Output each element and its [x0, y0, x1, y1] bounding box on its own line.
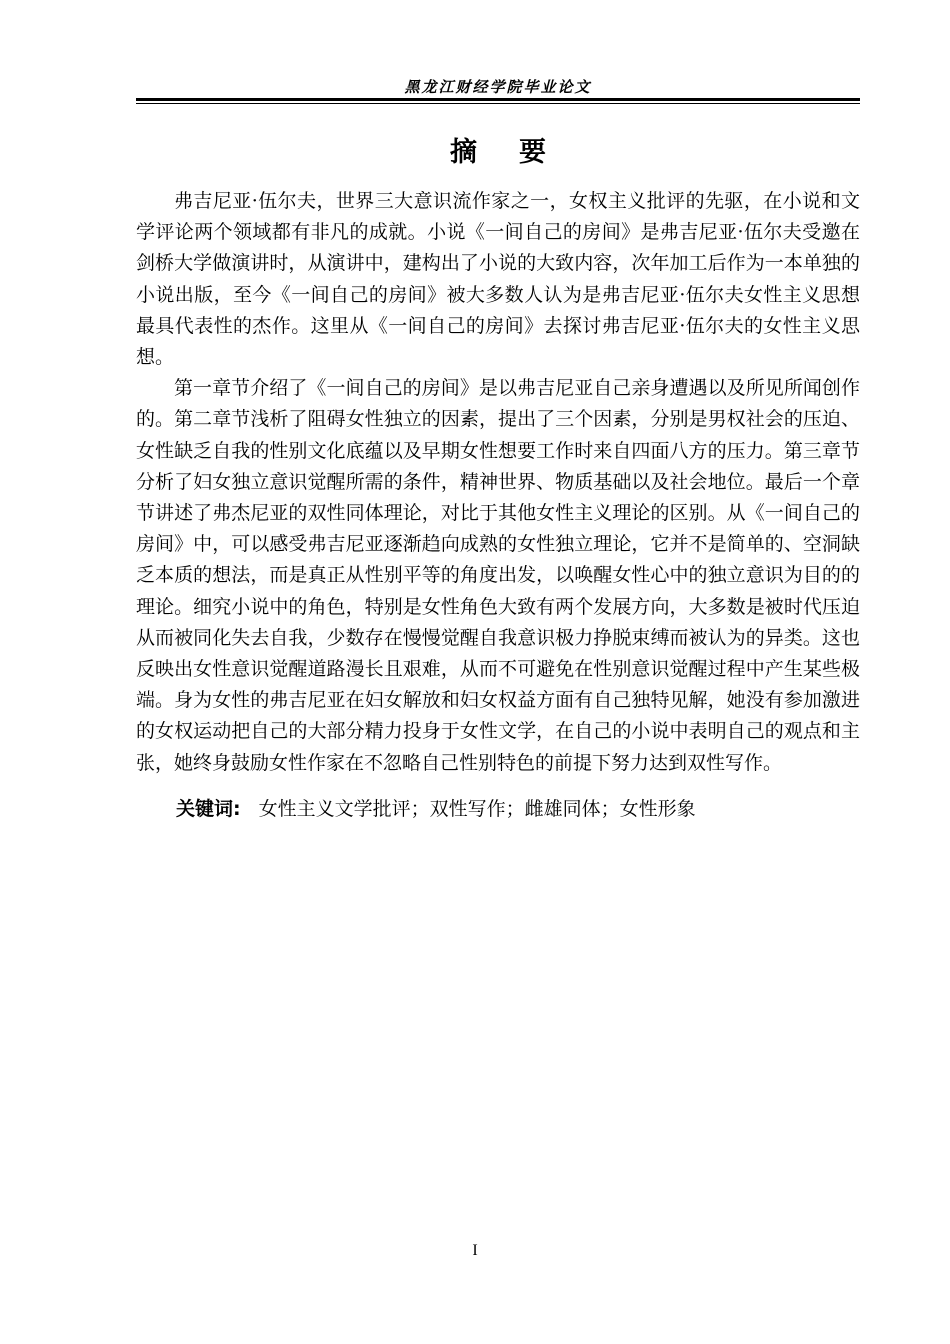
running-header: 黑龙江财经学院毕业论文: [404, 78, 592, 96]
header-rule-thick: [136, 98, 860, 101]
keywords-text: 女性主义文学批评；双性写作；雌雄同体；女性形象: [258, 798, 696, 820]
abstract-title: 摘要: [450, 137, 588, 168]
abstract-paragraph: 第一章节介绍了《一间自己的房间》是以弗吉尼亚自己亲身遭遇以及所见所闻创作的。第二章节浅析了阻碍女性独立的因素，提出了三个因素，分别是男权社会的压迫、女性缺乏自我的性别文化底蕴以及早期女性想要工作时来自四面八方的压力。第三章节分析了妇女独立意识觉醒所需的条件，精神世界、物质基础以及社会地位。最后一个章节讲述了弗杰尼亚的双性同体理论，对比于其他女性主义理论的区别。从《一间自己的房间》中，可以感受弗吉尼亚逐渐趋向成熟的女性独立理论，它并不是简单的、空洞缺乏本质的想法，而是真正从性别平等的角度出发，以唤醒女性心中的独立意识为目的的理论。细究小说中的角色，特别是女性角色大致有两个发展方向，大多数是被时代压迫从而被同化失去自我，少数存在慢慢觉醒自我意识极力挣脱束缚而被认为的异类。这也反映出女性意识觉醒道路漫长且艰难，从而不可避免在性别意识觉醒过程中产生某些极端。身为女性的弗吉尼亚在妇女解放和妇女权益方面有自己独特见解，她没有参加激进的女权运动把自己的大部分精力投身于女性文学，在自己的小说中表明自己的观点和主张，她终身鼓励女性作家在不忽略自己性别特色的前提下努力达到双性写作。: [136, 377, 860, 774]
abstract-body: [136, 186, 860, 779]
keywords-label: 关键词:: [176, 798, 241, 820]
abstract-paragraph: 弗吉尼亚·伍尔夫，世界三大意识流作家之一，女权主义批评的先驱，在小说和文学评论两个领域都有非凡的成就。小说《一间自己的房间》是弗吉尼亚·伍尔夫受邀在剑桥大学做演讲时，从演讲中，建构出了小说的大致内容，次年加工后作为一本单独的小说出版，至今《一间自己的房间》被大多数人认为是弗吉尼亚·伍尔夫女性主义思想最具代表性的杰作。这里从《一间自己的房间》去探讨弗吉尼亚·伍尔夫的女性主义思想。: [136, 190, 860, 369]
header-rule-thin: [136, 103, 860, 104]
keywords-line: [176, 795, 696, 823]
page-number: I: [472, 1242, 478, 1259]
